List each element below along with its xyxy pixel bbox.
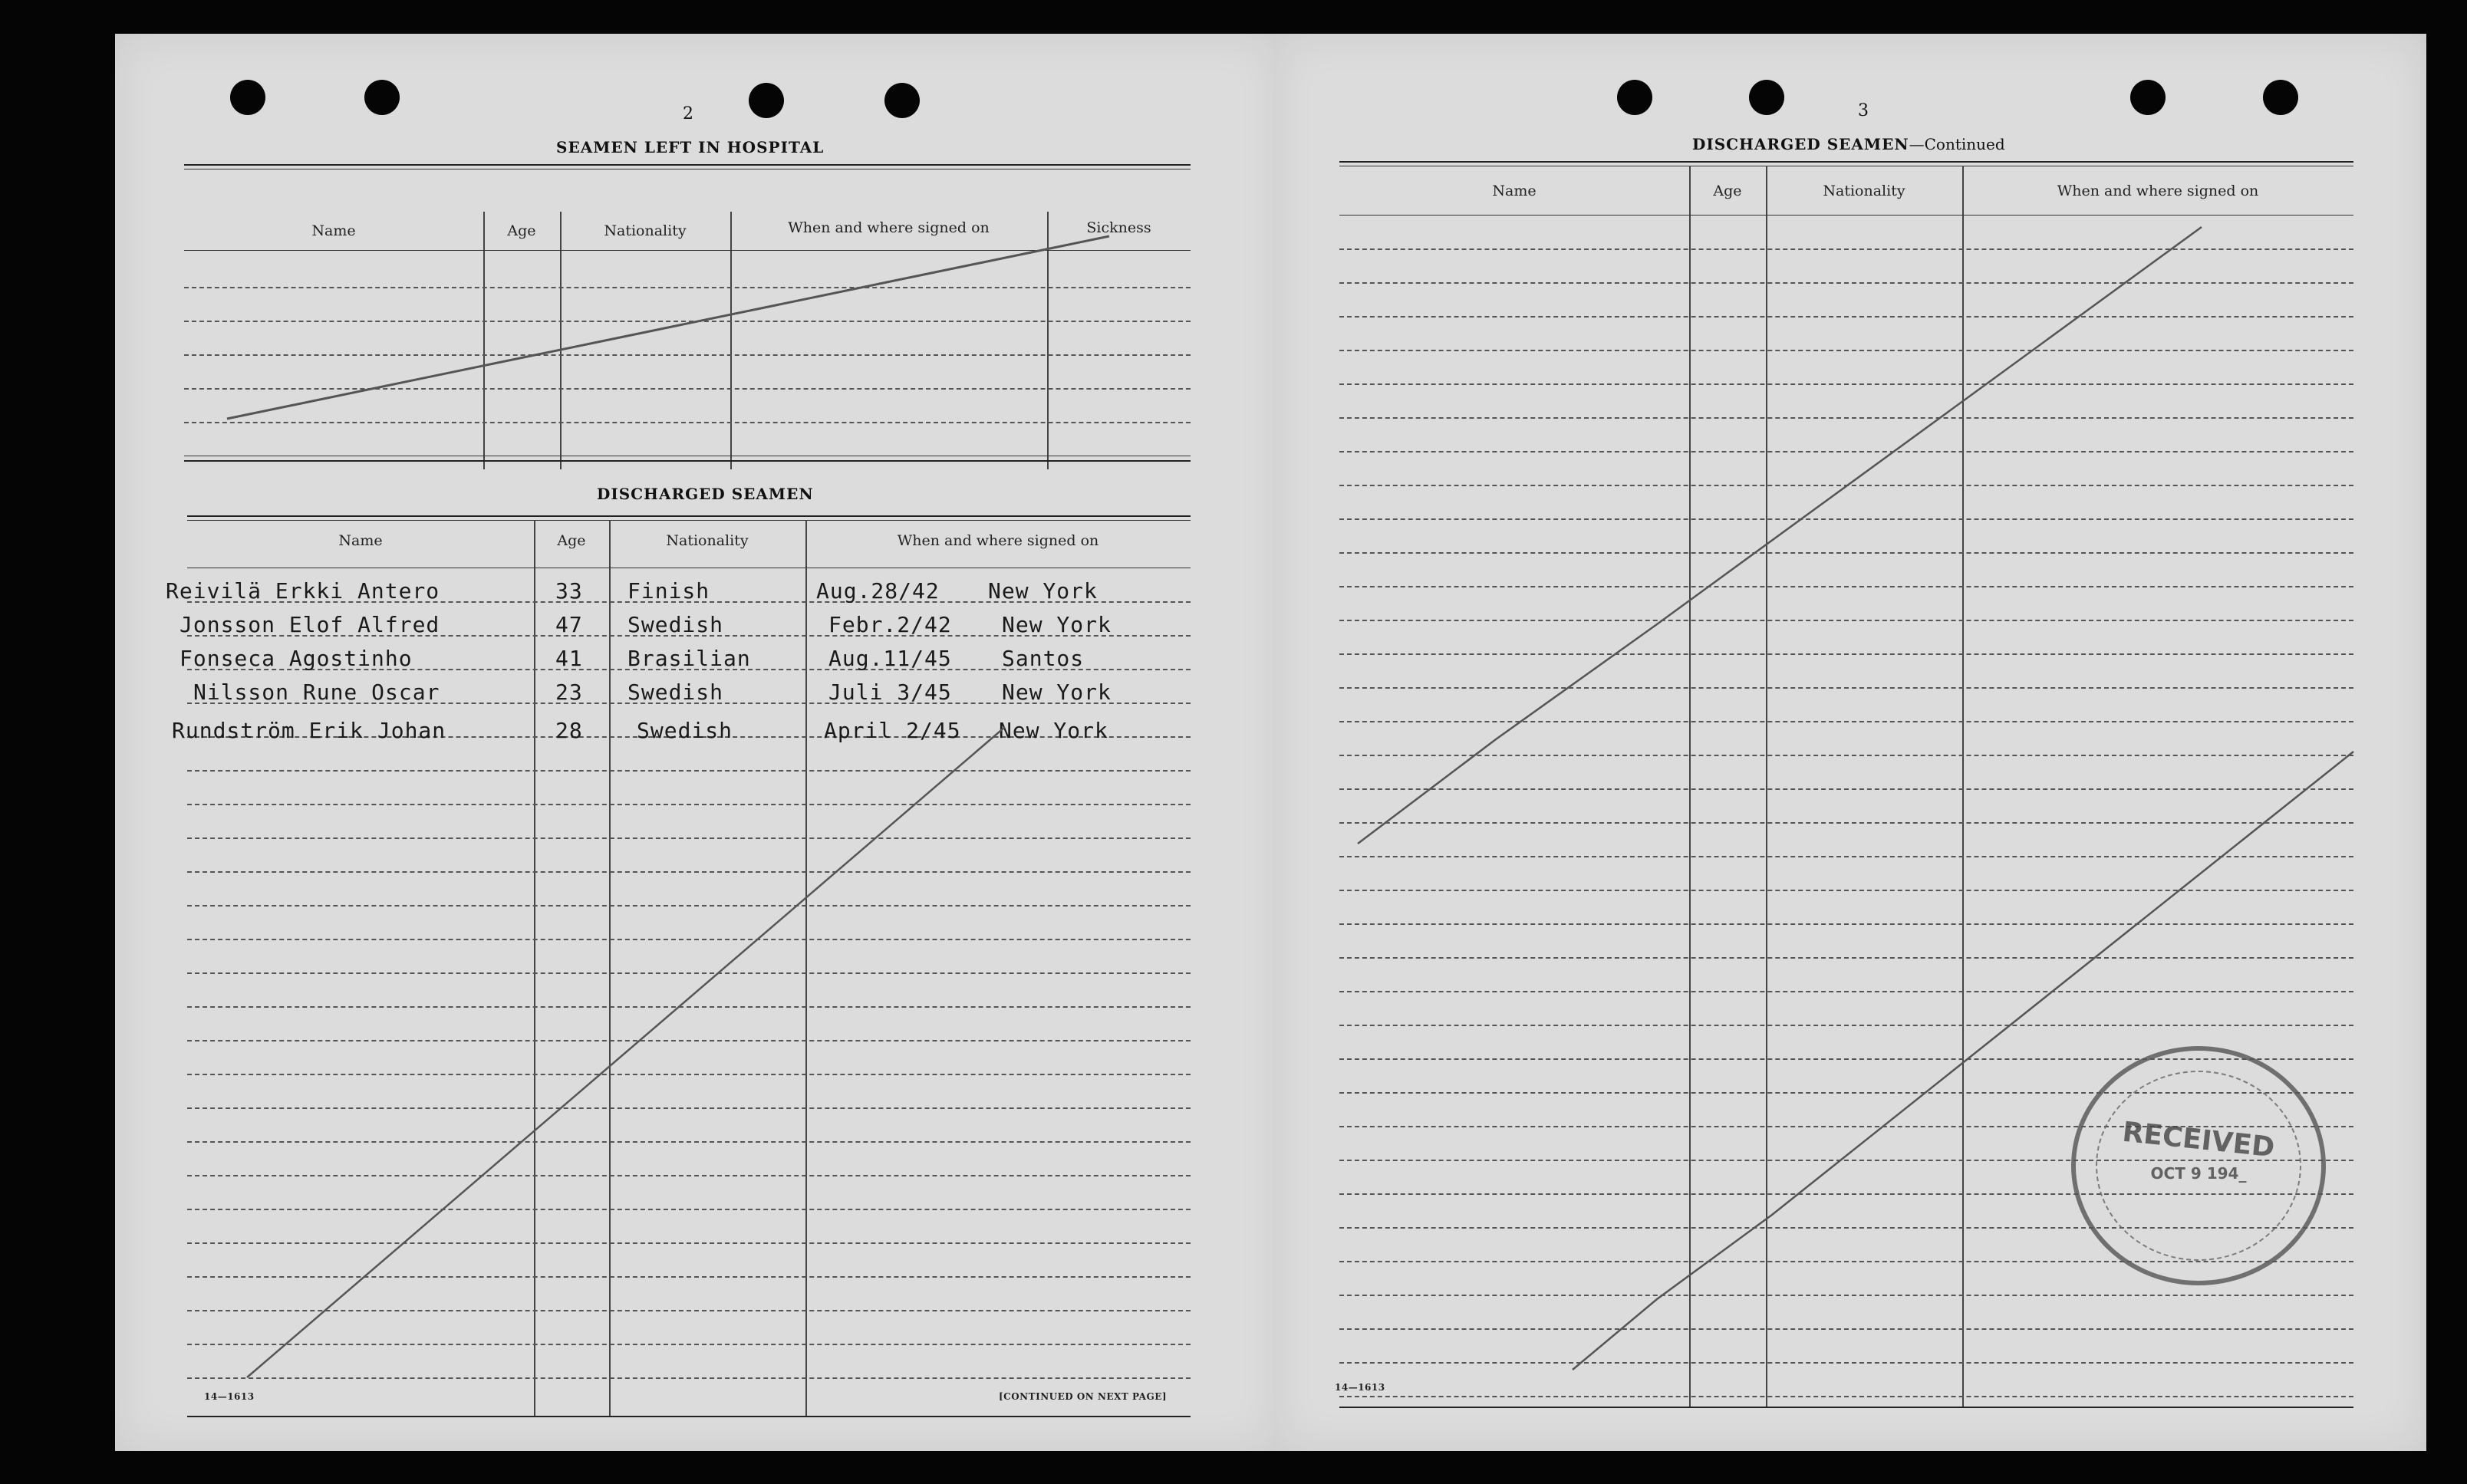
- column-header-age: Age: [1713, 183, 1742, 199]
- signed-on-place: Santos: [1002, 646, 1085, 671]
- seaman-name: Reivilä Erkki Antero: [166, 578, 440, 604]
- discharged-section-title: DISCHARGED SEAMEN: [597, 485, 814, 503]
- continued-note: [CONTINUED ON NEXT PAGE]: [999, 1391, 1168, 1402]
- title-main: DISCHARGED SEAMEN: [1692, 135, 1909, 153]
- column-header-signed-on: When and where signed on: [897, 532, 1099, 549]
- title-suffix: —Continued: [1909, 135, 2005, 153]
- seaman-name: Fonseca Agostinho: [180, 646, 413, 671]
- form-number: 14—1613: [1335, 1382, 1385, 1393]
- column-header-age: Age: [507, 222, 536, 239]
- form-number: 14—1613: [204, 1391, 255, 1402]
- signed-on-place: New York: [1002, 679, 1112, 705]
- stamp-date: OCT 9 194_: [2150, 1164, 2247, 1183]
- column-header-nationality: Nationality: [1823, 183, 1905, 199]
- seaman-name: Rundström Erik Johan: [172, 718, 446, 743]
- seaman-nationality: Brasilian: [627, 646, 751, 671]
- cancel-stroke: [247, 727, 1005, 1377]
- seaman-nationality: Swedish: [627, 679, 724, 705]
- stamp-word: RECEIVED: [2120, 1116, 2277, 1164]
- seaman-nationality: Swedish: [637, 718, 733, 743]
- page-number: 3: [1858, 101, 1869, 120]
- cancel-stroke: [1573, 752, 2353, 1370]
- column-header-signed-on: When and where signed on: [2057, 183, 2259, 199]
- signed-on-date: Juli 3/45: [828, 679, 952, 705]
- signed-on-place: New York: [988, 578, 1098, 604]
- signed-on-date: Febr.2/42: [828, 612, 952, 637]
- left-page: [115, 34, 1280, 1451]
- cancel-stroke: [227, 236, 1109, 419]
- signed-on-place: New York: [999, 718, 1108, 743]
- column-header-nationality: Nationality: [604, 222, 687, 239]
- seaman-name: Nilsson Rune Oscar: [193, 679, 440, 705]
- signed-on-date: Aug.11/45: [828, 646, 952, 671]
- column-header-name: Name: [338, 532, 383, 549]
- cancel-stroke: [1358, 227, 2202, 844]
- seaman-nationality: Swedish: [627, 612, 724, 637]
- column-header-name: Name: [1492, 183, 1537, 199]
- right-page: [1273, 34, 2426, 1451]
- page-number: 2: [683, 104, 693, 123]
- column-header-sickness: Sickness: [1086, 219, 1151, 236]
- signed-on-place: New York: [1002, 612, 1112, 637]
- seaman-age: 28: [555, 718, 583, 743]
- seaman-age: 33: [555, 578, 583, 604]
- column-header-nationality: Nationality: [666, 532, 749, 549]
- hospital-section-title: SEAMEN LEFT IN HOSPITAL: [556, 138, 825, 156]
- seaman-nationality: Finish: [627, 578, 710, 604]
- seaman-name: Jonsson Elof Alfred: [180, 612, 440, 637]
- seaman-age: 41: [555, 646, 583, 671]
- seaman-age: 23: [555, 679, 583, 705]
- column-header-age: Age: [557, 532, 586, 549]
- signed-on-date: Aug.28/42: [816, 578, 940, 604]
- cancel-strokes: [1273, 34, 2426, 1451]
- seaman-age: 47: [555, 612, 583, 637]
- cancel-strokes: [115, 34, 1280, 1451]
- column-header-name: Name: [311, 222, 356, 239]
- column-header-signed-on: When and where signed on: [788, 219, 990, 236]
- signed-on-date: April 2/45: [824, 718, 961, 743]
